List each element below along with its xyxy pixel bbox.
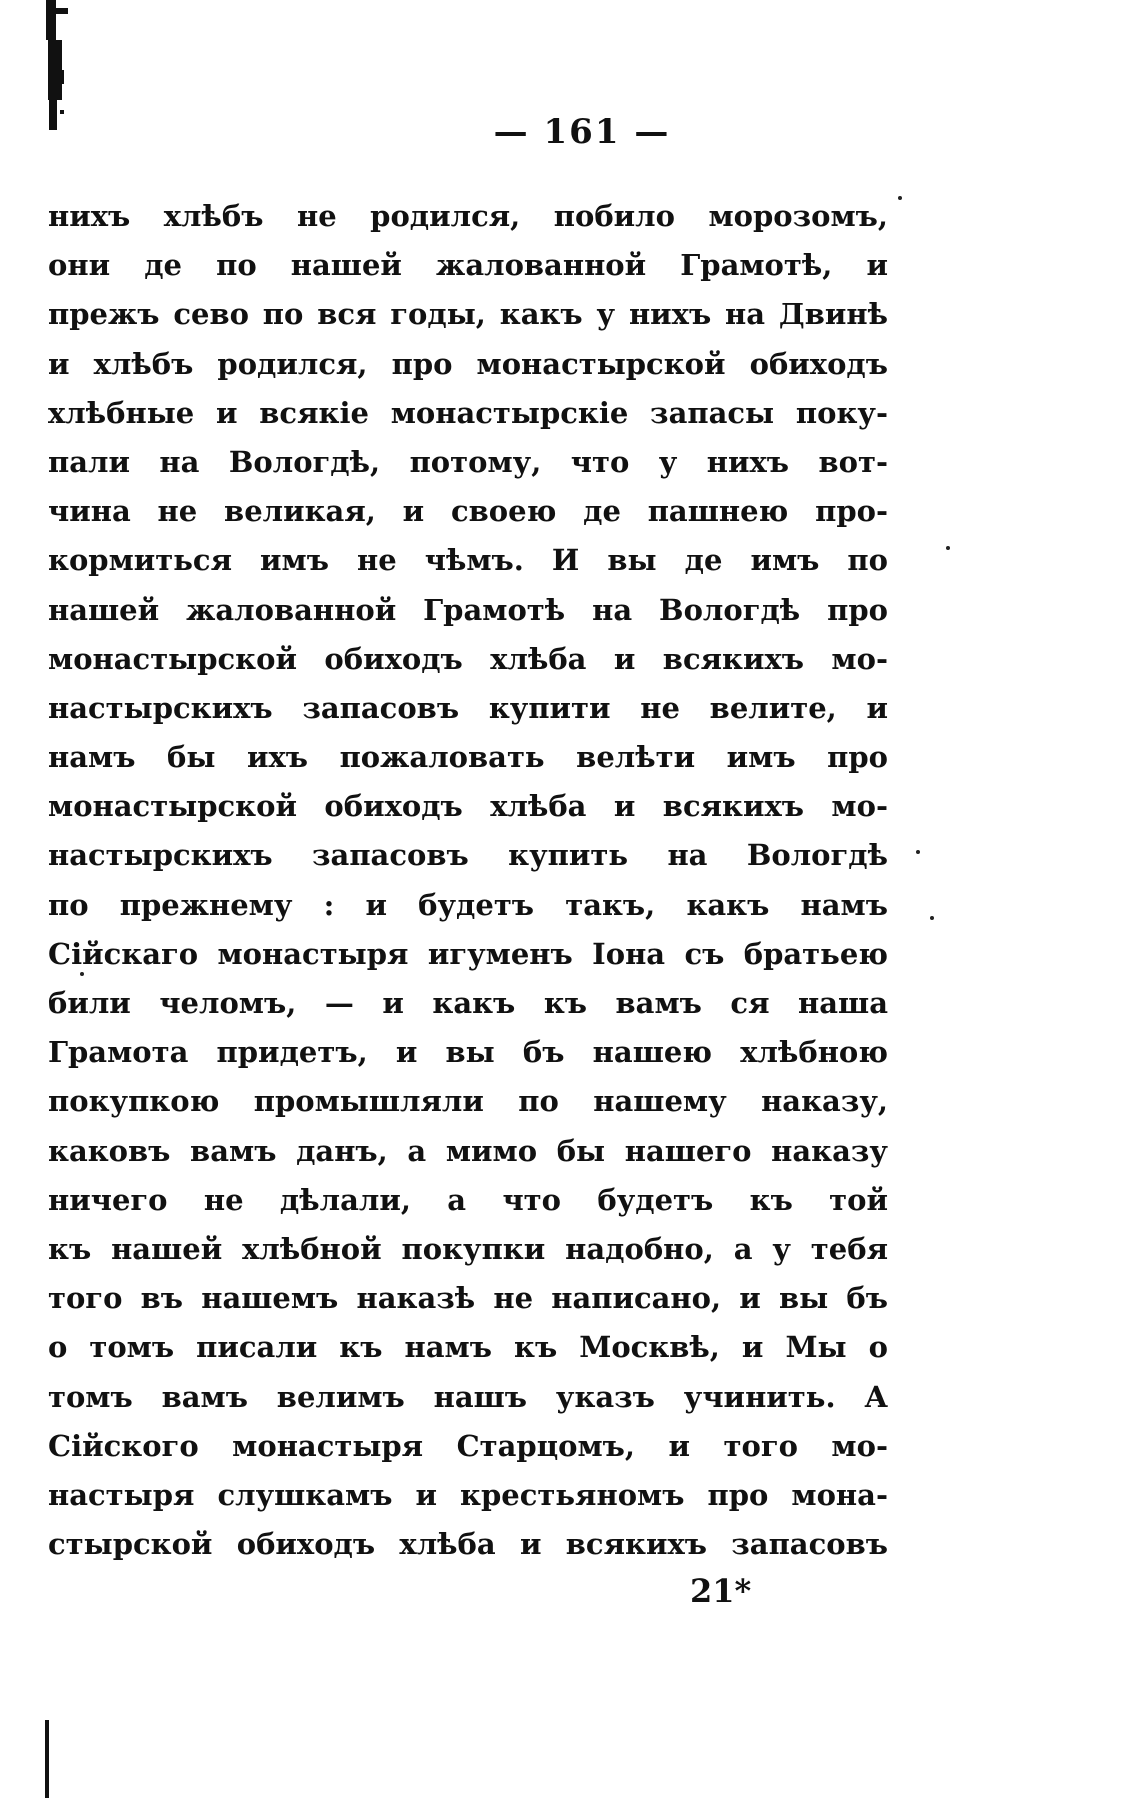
text-line: къ нашей хлѣбной покупки надобно, а у тебя xyxy=(48,1231,888,1266)
text-line: пали на Вологдѣ, потому, что у нихъ вот- xyxy=(48,444,888,479)
page-number: — 161 — xyxy=(493,112,671,152)
text-line: нихъ хлѣбъ не родился, побило морозомъ, xyxy=(48,199,888,233)
text-line: хлѣбные и всякіе монастырскіе запасы поку- xyxy=(48,395,888,430)
text-line: томъ вамъ велимъ нашъ указъ учинить. А xyxy=(48,1379,888,1414)
text-line: нашей жалованной Грамотѣ на Вологдѣ про xyxy=(48,592,888,627)
text-line: ничего не дѣлали, а что будетъ къ той xyxy=(48,1182,888,1217)
text-line: кормиться имъ не чѣмъ. И вы де имъ по xyxy=(48,543,888,578)
text-line: по прежнему : и будетъ такъ, какъ намъ xyxy=(48,887,888,922)
text-line: настыря слушкамъ и крестьяномъ про мона- xyxy=(48,1477,888,1512)
ink-speck xyxy=(916,850,920,854)
text-line: Грамота придетъ, и вы бъ нашею хлѣбною xyxy=(48,1035,888,1070)
text-line: каковъ вамъ данъ, а мимо бы нашего наказу xyxy=(48,1133,888,1168)
text-line: монастырской обиходъ хлѣба и всякихъ мо- xyxy=(48,789,888,824)
body-text xyxy=(48,192,888,1569)
margin-line-mark xyxy=(44,1720,50,1798)
text-line: настырскихъ запасовъ купити не велите, и xyxy=(48,690,888,725)
text-line: били челомъ, — и какъ къ вамъ ся наша xyxy=(48,986,888,1020)
text-line: намъ бы ихъ пожаловать велѣти имъ про xyxy=(48,740,888,775)
text-line: и хлѣбъ родился, про монастырской обиходъ xyxy=(48,346,888,381)
text-line: прежъ сево по вся годы, какъ у нихъ на Двинѣ xyxy=(48,297,888,332)
text-line: чина не великая, и своею де пашнею про- xyxy=(48,494,888,529)
text-line: о томъ писали къ намъ къ Москвѣ, и Мы о xyxy=(48,1330,888,1365)
text-line: монастырской обиходъ хлѣба и всякихъ мо- xyxy=(48,641,888,676)
ink-speck xyxy=(80,972,84,976)
text-line: Сійского монастыря Старцомъ, и того мо- xyxy=(48,1428,888,1463)
ink-speck xyxy=(946,546,950,550)
text-line: покупкою промышляли по нашему наказу, xyxy=(48,1084,888,1119)
text-line: того въ нашемъ наказѣ не написано, и вы бъ xyxy=(48,1281,888,1316)
ink-speck xyxy=(930,916,934,920)
text-line: они де по нашей жалованной Грамотѣ, и xyxy=(48,248,888,283)
signature-mark: 21* xyxy=(690,1572,752,1610)
ink-speck xyxy=(898,196,902,200)
text-line: Сійскаго монастыря игуменъ Іона съ братьею xyxy=(48,936,888,971)
text-line: стырской обиходъ хлѣба и всякихъ запасовъ xyxy=(48,1527,888,1562)
text-line: настырскихъ запасовъ купить на Вологдѣ xyxy=(48,838,888,873)
